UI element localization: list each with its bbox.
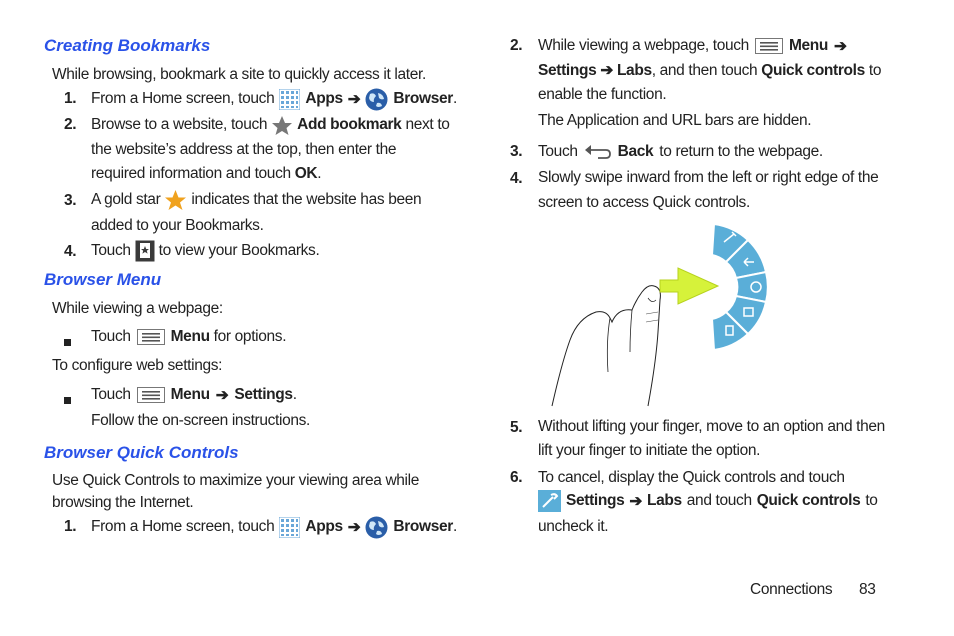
quick-controls-label: Quick controls (756, 492, 861, 509)
step-4-line (91, 240, 319, 262)
r-step-2-line-1 (538, 35, 847, 57)
browser-label: Browser (393, 90, 453, 107)
step-2-line-3 (91, 165, 321, 183)
step-number: 4. (64, 243, 77, 260)
step-number: 1. (64, 90, 77, 107)
step-2-line (91, 114, 450, 136)
menu-label: Menu (170, 386, 210, 403)
step-number: 3. (64, 192, 77, 209)
menu-label: Menu (788, 37, 829, 54)
step-text: Touch (538, 143, 578, 160)
arrow-glyph: ➔ (215, 386, 229, 404)
step-text: To cancel, display the Quick controls and touch (538, 469, 845, 486)
page-number: 83 (859, 581, 876, 598)
step-text: lift your finger to initiate the option. (538, 442, 761, 459)
swipe-arrow (660, 268, 718, 304)
step-3-line (91, 189, 421, 211)
step-text: From a Home screen, touch (91, 518, 275, 535)
step-text: for options. (213, 328, 287, 345)
bullet (64, 333, 71, 351)
apps-label: Apps (305, 90, 343, 107)
heading-creating-bookmarks: Creating Bookmarks (44, 36, 211, 55)
step-text: Without lifting your finger, move to an option and then (538, 418, 885, 435)
apps-grid-icon (279, 517, 300, 538)
apps-grid-icon (279, 89, 300, 110)
step-text: and touch (686, 492, 752, 509)
step-text: added to your Bookmarks. (91, 217, 264, 234)
step-text: Browse to a website, touch (91, 116, 268, 133)
settings-label: Settings (566, 492, 625, 509)
browser-globe-icon (365, 88, 388, 111)
gold-star-icon (164, 189, 187, 211)
step-text: to return to the webpage. (659, 143, 823, 160)
r-step-3-line (538, 141, 823, 163)
step-number: 1. (64, 518, 77, 535)
step-text: to (868, 62, 882, 79)
apps-label: Apps (305, 518, 343, 535)
hand-outline (552, 286, 660, 406)
step-text: Touch (91, 242, 131, 259)
menu-icon (755, 38, 783, 54)
footer-section: Connections (750, 581, 833, 598)
step-text: indicates that the website has been (191, 191, 422, 208)
menu-bullet-2 (91, 384, 297, 406)
qc-step-1-line (91, 516, 457, 538)
step-text: Touch (91, 386, 131, 403)
back-icon (584, 143, 612, 161)
step-text: required information and touch (91, 165, 291, 182)
arrow-glyph: ➔ (347, 518, 361, 536)
back-label: Back (617, 143, 654, 160)
settings-label: Settings (234, 386, 293, 403)
arrow-glyph: ➔ (629, 492, 642, 510)
arrow-glyph: ➔ (834, 37, 847, 55)
step-number: 2. (64, 116, 77, 133)
ok-label: OK (294, 165, 318, 182)
heading-browser-menu: Browser Menu (44, 270, 162, 289)
browser-label: Browser (393, 518, 453, 535)
quick-controls-fan (712, 224, 768, 350)
body-text: browsing the Internet. (52, 494, 194, 511)
step-1-line (91, 88, 457, 110)
menu-label: Menu (170, 328, 210, 345)
quick-controls-illustration (548, 222, 778, 408)
menu-bullet-1 (91, 326, 286, 348)
step-text: Slowly swipe inward from the left or right edge of the (538, 169, 879, 186)
body-text: To configure web settings: (52, 357, 223, 374)
bullet (64, 391, 71, 409)
step-number: 4. (510, 170, 523, 187)
punct: . (317, 165, 322, 182)
labs-label: Labs (616, 62, 652, 79)
step-text: next to (405, 116, 450, 133)
body-text: Use Quick Controls to maximize your viewing area while (52, 472, 420, 489)
labs-label: Labs (647, 492, 682, 509)
arrow-glyph: ➔ (347, 90, 361, 108)
add-bookmark-label: Add bookmark (297, 116, 402, 133)
settings-wrench-icon (538, 490, 561, 512)
punct: . (452, 518, 457, 535)
step-text: uncheck it. (538, 518, 609, 535)
step-text: to view your Bookmarks. (158, 242, 320, 259)
settings-label: Settings (538, 62, 597, 79)
heading-browser-quick-controls: Browser Quick Controls (44, 443, 239, 462)
arrow-glyph: ➔ (600, 62, 613, 79)
step-text: A gold star (91, 191, 161, 208)
step-text: While viewing a webpage, touch (538, 37, 749, 54)
r-step-6-line-2 (538, 490, 878, 512)
step-text: , and then touch (651, 62, 758, 79)
menu-icon (137, 387, 165, 403)
bookmarks-icon (135, 240, 155, 262)
browser-globe-icon (365, 516, 388, 539)
step-number: 5. (510, 419, 523, 436)
step-number: 3. (510, 143, 523, 160)
step-text: From a Home screen, touch (91, 90, 275, 107)
step-number: 2. (510, 37, 523, 54)
step-text: to (865, 492, 878, 509)
step-text: Touch (91, 328, 131, 345)
intro-text: While browsing, bookmark a site to quickly access it later. (52, 66, 426, 83)
star-outline-icon (271, 115, 293, 136)
body-text: While viewing a webpage: (52, 300, 223, 317)
body-text: Follow the on-screen instructions. (91, 412, 310, 429)
menu-icon (137, 329, 165, 345)
r-step-2-line-2 (538, 61, 881, 80)
step-number: 6. (510, 469, 523, 486)
step-text: the website’s address at the top, then enter the (91, 141, 397, 158)
quick-controls-label: Quick controls (761, 62, 865, 79)
step-text: enable the function. (538, 86, 667, 103)
step-text: screen to access Quick controls. (538, 194, 750, 211)
note-text: The Application and URL bars are hidden. (538, 112, 812, 129)
punct: . (452, 90, 457, 107)
punct: . (292, 386, 297, 403)
